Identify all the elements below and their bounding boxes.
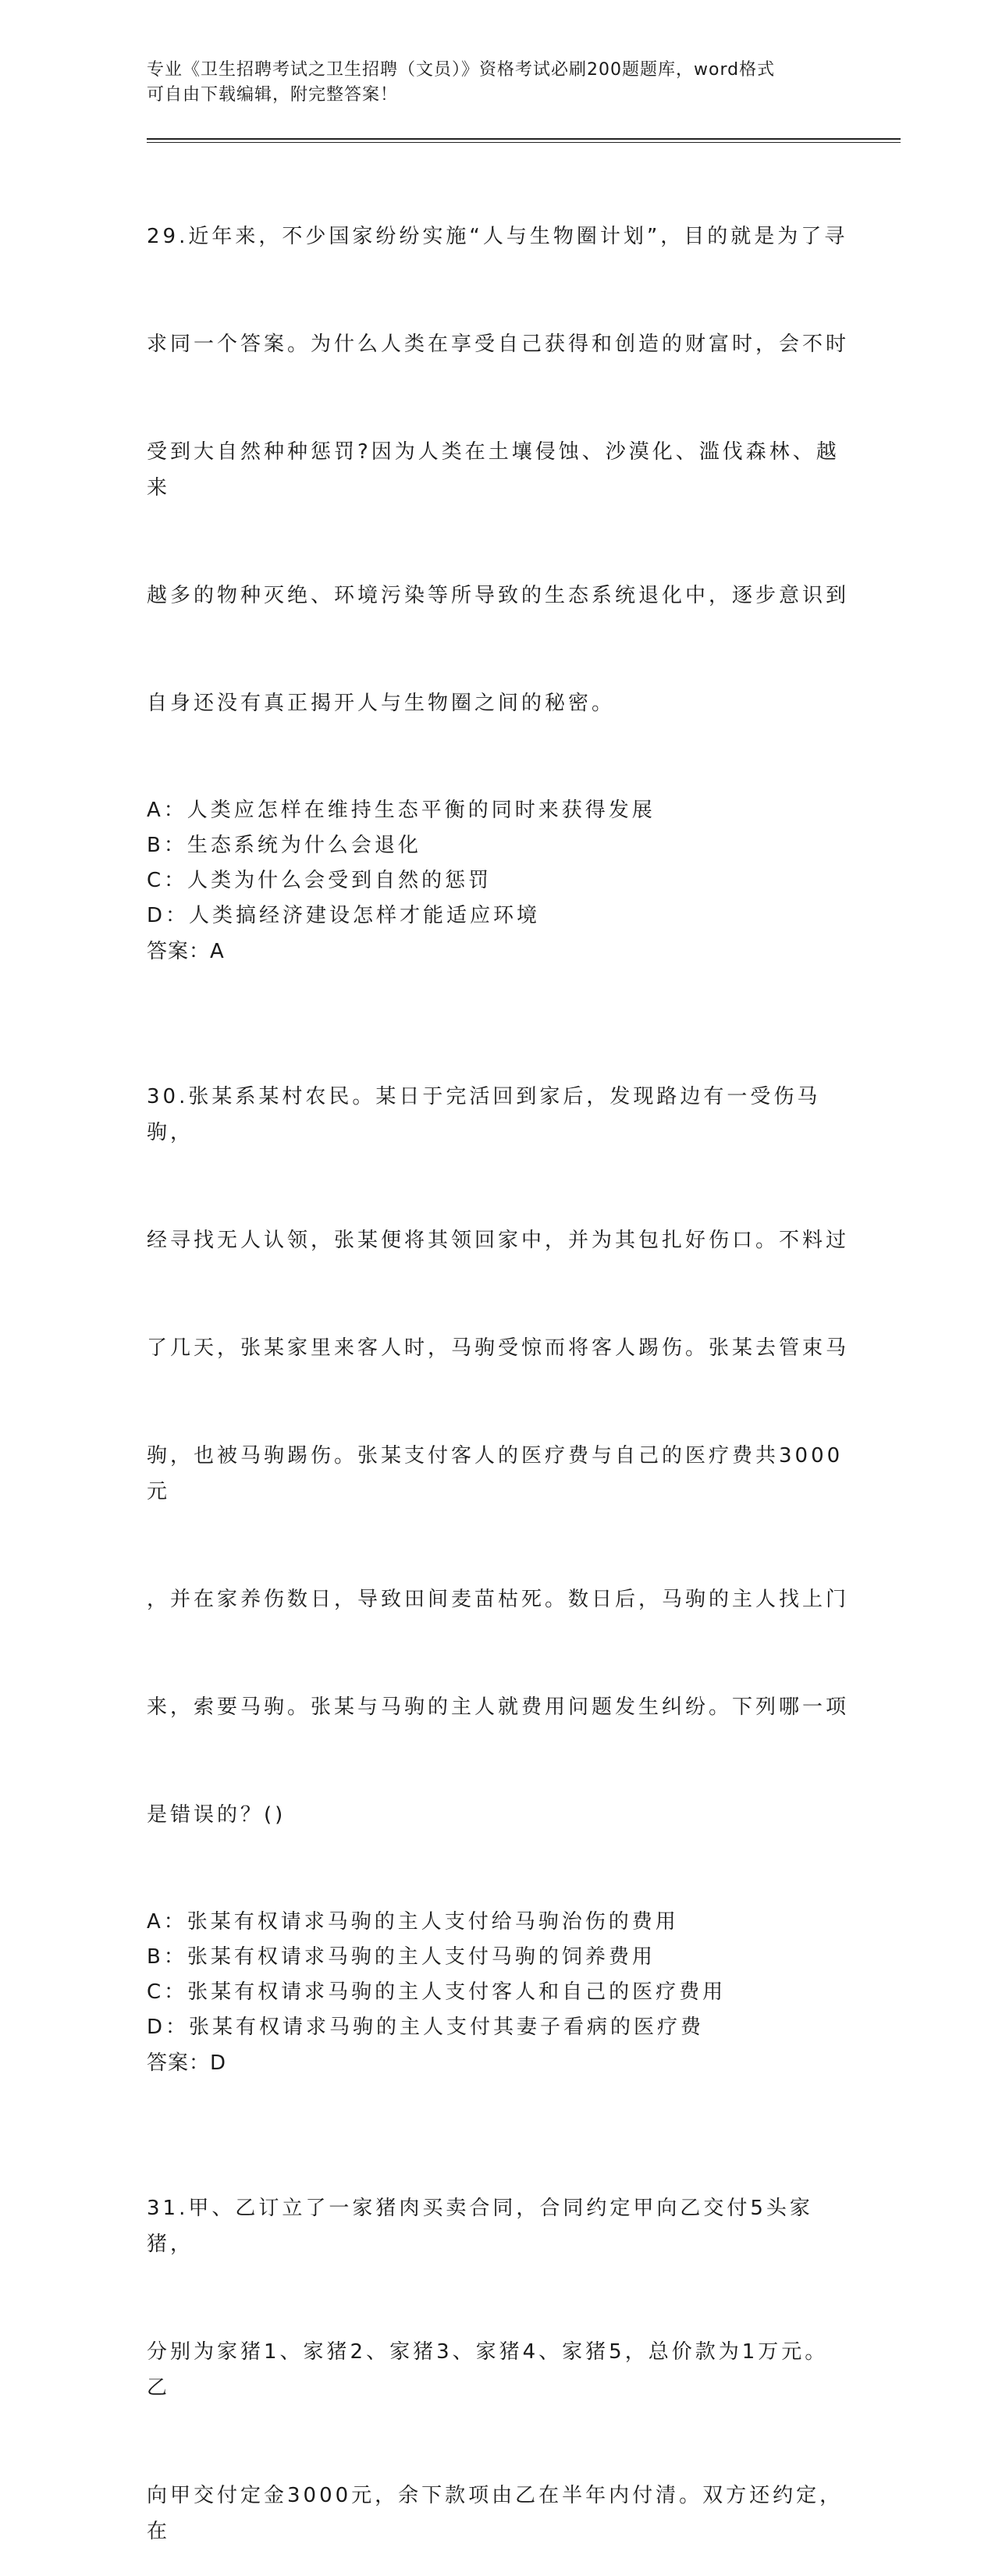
page-header bbox=[147, 58, 849, 108]
stem-line: 向甲交付定金3000元，余下款项由乙在半年内付清。双方还约定，在 bbox=[147, 2484, 844, 2543]
stem-line: 了几天，张某家里来客人时，马驹受惊而将客人踢伤。张某去管束马 bbox=[147, 1336, 850, 1360]
stem-line: 求同一个答案。为什么人类在享受自己获得和创造的财富时，会不时 bbox=[147, 333, 850, 356]
option-d: D：人类搞经济建设怎样才能适应环境 bbox=[147, 904, 541, 927]
stem-line: 经寻找无人认领，张某便将其领回家中，并为其包扎好伤口。不料过 bbox=[147, 1229, 850, 1252]
option-c: C：张某有权请求马驹的主人支付客人和自己的医疗费用 bbox=[147, 1980, 727, 2004]
option-c: C：人类为什么会受到自然的惩罚 bbox=[147, 869, 492, 892]
question-list bbox=[147, 147, 849, 2576]
header-line-1: 专业《卫生招聘考试之卫生招聘（文员）》资格考试必刷200题题库，word格式 bbox=[147, 60, 776, 80]
stem-line: 受到大自然种种惩罚?因为人类在土壤侵蚀、沙漠化、滥伐森林、越来 bbox=[147, 440, 840, 500]
stem-line: 30.张某系某村农民。某日于完活回到家后，发现路边有一受伤马驹， bbox=[147, 1085, 821, 1144]
option-a: A：张某有权请求马驹的主人支付给马驹治伤的费用 bbox=[147, 1910, 679, 1934]
question-29 bbox=[147, 147, 849, 970]
question-stem bbox=[147, 1007, 849, 1905]
answer-line: 答案：A bbox=[147, 940, 225, 963]
question-31 bbox=[147, 2119, 849, 2576]
stem-line: 31.甲、乙订立了一家猪肉买卖合同，合同约定甲向乙交付5头家猪， bbox=[147, 2197, 813, 2256]
stem-line: 是错误的？() bbox=[147, 1803, 286, 1827]
option-b: B：张某有权请求马驹的主人支付马驹的饲养费用 bbox=[147, 1945, 656, 1969]
stem-line: 驹，也被马驹踢伤。张某支付客人的医疗费与自己的医疗费共3000元 bbox=[147, 1444, 844, 1503]
header-line-2: 可自由下载编辑，附完整答案！ bbox=[147, 85, 399, 105]
header-divider-thick bbox=[147, 138, 901, 140]
stem-line: 分别为家猪1、家猪2、家猪3、家猪4、家猪5，总价款为1万元。乙 bbox=[147, 2340, 829, 2400]
option-b: B：生态系统为什么会退化 bbox=[147, 834, 421, 857]
stem-line: 来，索要马驹。张某与马驹的主人就费用问题发生纠纷。下列哪一项 bbox=[147, 1695, 850, 1719]
stem-line: 29.近年来，不少国家纷纷实施“人与生物圈计划”，目的就是为了寻 bbox=[147, 225, 848, 248]
stem-line: 自身还没有真正揭开人与生物圈之间的秘密。 bbox=[147, 692, 616, 715]
question-30 bbox=[147, 1007, 849, 2081]
header-divider-thin bbox=[147, 142, 901, 143]
stem-line: 越多的物种灭绝、环境污染等所导致的生态系统退化中，逐步意识到 bbox=[147, 584, 850, 607]
answer-line: 答案：D bbox=[147, 2051, 227, 2075]
question-stem bbox=[147, 147, 849, 793]
stem-line: ，并在家养伤数日，导致田间麦苗枯死。数日后，马驹的主人找上门 bbox=[147, 1588, 850, 1611]
option-a: A：人类应怎样在维持生态平衡的同时来获得发展 bbox=[147, 799, 656, 822]
option-d: D：张某有权请求马驹的主人支付其妻子看病的医疗费 bbox=[147, 2016, 705, 2039]
question-stem bbox=[147, 2119, 849, 2576]
